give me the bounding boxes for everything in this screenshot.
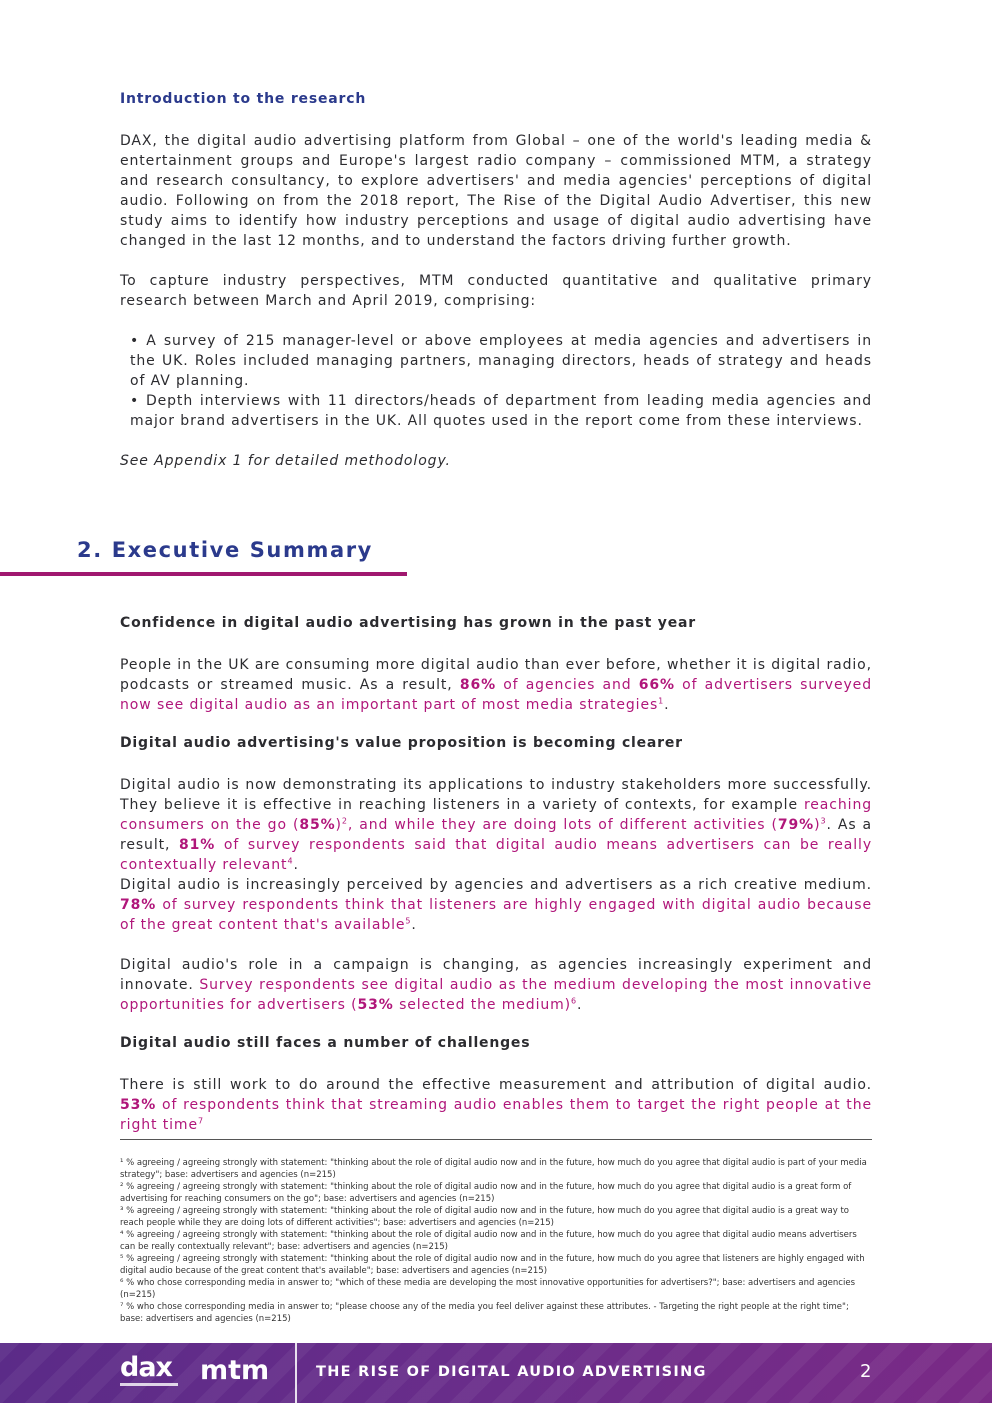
- footer-divider: [295, 1343, 297, 1403]
- footnote-6: ⁶ % who chose corresponding media in answer to; "which of these media are developing the most innovative opportunities for advertisers?"; base: advertisers and agencies (n=215): [120, 1278, 855, 1300]
- summary-paragraph-2: Digital audio is now demonstrating its applications to industry stakeholders more successfully. They believe it is effective in reaching listeners in a variety of contexts, for example reaching consumers on the go $(85\%)^2$, and while they are doing lots of different activities $(79\%)^3$. As a result, 81% of survey respondents said that digital audio means advertisers can be really contextually relevant$^4$.: [120, 777, 873, 873]
- footnote-2: ² % agreeing / agreeing strongly with statement: "thinking about the role of digital audio now and in the future, how much do you agree that digital audio is a great form of advertising for reaching consumers on the go"; base: advertisers and agencies (n=215): [120, 1182, 852, 1204]
- intro-bullet-interviews: • Depth interviews with 11 directors/heads of department from leading media agencies and major brand advertisers in the UK. All quotes used in the report come from these interviews.: [130, 393, 872, 429]
- intro-heading: Introduction to the research: [120, 91, 367, 107]
- summary-heading-challenges: Digital audio still faces a number of challenges: [120, 1035, 531, 1051]
- footnotes: [120, 1157, 872, 1325]
- section-title-underline: [0, 572, 407, 576]
- dax-logo-tagline-bar: [120, 1383, 178, 1386]
- footnote-divider: [120, 1139, 872, 1140]
- page-number: 2: [860, 1361, 872, 1382]
- section-title: 2. Executive Summary: [77, 538, 373, 562]
- summary-heading-confidence: Confidence in digital audio advertising has grown in the past year: [120, 615, 696, 631]
- footnote-1: ¹ % agreeing / agreeing strongly with statement: "thinking about the role of digital audio now and in the future, how much do you agree that digital audio is part of your media strategy"; base: advertisers and agencies (n=215): [120, 1158, 867, 1180]
- footnote-7: ⁷ % who chose corresponding media in answer to; "please choose any of the media you feel deliver against these attributes. - Targeting the right people at the right time"; base: advertisers and agencies (n=215): [120, 1302, 849, 1324]
- dax-logo: dax: [120, 1352, 172, 1383]
- intro-bullet-survey: • A survey of 215 manager-level or above employees at media agencies and advertisers in the UK. Roles included managing partners, managing directors, heads of strategy and heads of AV planning.: [130, 333, 872, 389]
- footnote-5: ⁵ % agreeing / agreeing strongly with statement: "thinking about the role of digital audio now and in the future, how much do you agree that listeners are highly engaged with digital audio because of the great content that's available"; base: advertisers and agencies (n=215): [120, 1254, 865, 1276]
- footnote-3: ³ % agreeing / agreeing strongly with statement: "thinking about the role of digital audio now and in the future, how much do you agree that digital audio is a great way to reach people while they are doing lots of different activities"; base: advertisers and agencies (n=215): [120, 1206, 849, 1228]
- summary-heading-value: Digital audio advertising's value proposition is becoming clearer: [120, 735, 683, 751]
- summary-paragraph-3: Digital audio is increasingly perceived by agencies and advertisers as a rich creative medium. 78% of survey respondents think that listeners are highly engaged with digital audio because of the great content that's available$^5$.: [120, 877, 872, 933]
- summary-paragraph-4: Digital audio's role in a campaign is changing, as agencies increasingly experiment and innovate. Survey respondents see digital audio as the medium developing the most innovative opportunities for advertisers (53% selected the medium)$^6$.: [120, 957, 872, 1013]
- summary-paragraph-5: There is still work to do around the effective measurement and attribution of digital audio. 53% of respondents think that streaming audio enables them to target the right people at the right time$^7$: [120, 1077, 872, 1133]
- page-footer: [0, 1343, 992, 1403]
- mtm-logo: mtm: [200, 1355, 270, 1386]
- summary-paragraph-1: People in the UK are consuming more digital audio than ever before, whether it is digital radio, podcasts or streamed music. As a result, 86% of agencies and 66% of advertisers surveyed now see digital audio as an important part of most media strategies$^1$.: [120, 657, 872, 713]
- footnote-4: ⁴ % agreeing / agreeing strongly with statement: "thinking about the role of digital audio now and in the future, how much do you agree that digital audio means advertisers can be really contextually relevant"; base: advertisers and agencies (n=215): [120, 1230, 857, 1252]
- intro-paragraph-2: To capture industry perspectives, MTM conducted quantitative and qualitative primary research between March and April 2019, comprising:: [120, 273, 872, 309]
- intro-paragraph-1: DAX, the digital audio advertising platform from Global – one of the world's leading media & entertainment groups and Europe's largest radio company – commissioned MTM, a strategy and research consultancy, to explore advertisers' and media agencies' perceptions of digital audio. Following on from the 2018 report, The Rise of the Digital Audio Advertiser, this new study aims to identify how industry perceptions and usage of digital audio advertising have changed in the last 12 months, and to understand the factors driving further growth.: [120, 133, 872, 249]
- appendix-note: See Appendix 1 for detailed methodology.: [120, 453, 451, 469]
- footer-report-title: THE RISE OF DIGITAL AUDIO ADVERTISING: [316, 1364, 707, 1380]
